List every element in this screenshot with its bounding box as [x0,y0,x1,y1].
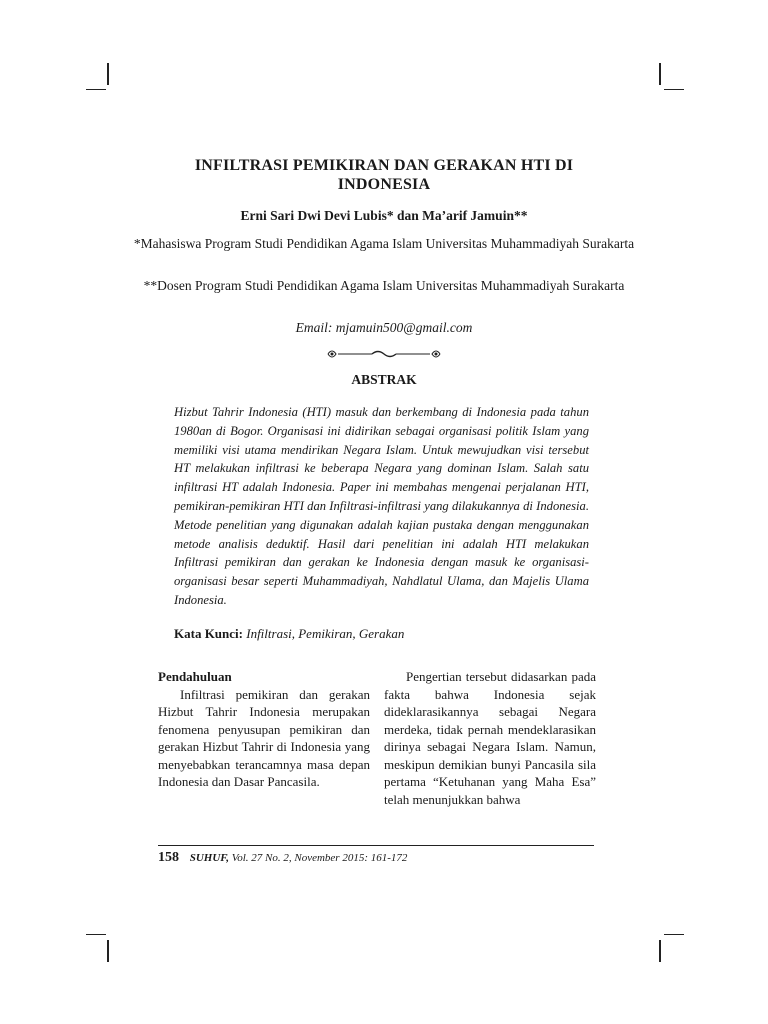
paper-authors: Erni Sari Dwi Devi Lubis* dan Ma’arif Jamuin** [240,208,528,223]
journal-citation: Vol. 27 No. 2, November 2015: 161-172 [231,852,408,864]
keywords-values: Infiltrasi, Pemikiran, Gerakan [246,626,405,641]
paragraph-right: Pengertian tersebut didasarkan pada fakta bahwa Indonesia sejak dideklarasikannya sebagai Negara merdeka, tidak pernah mendeklarasikan dirinya sebagai Negara Islam. Namun, meskipun demikian bunyi Pancasila sila pertama “Ketuhanan yang Maha Esa” telah menunjukkan bahwa [384,669,596,807]
crop-mark [659,63,661,85]
crop-mark [107,940,109,962]
paragraph-left: Infiltrasi pemikiran dan gerakan Hizbut Tahrir Indonesia merupakan fenomena penyusupan pemikiran dan gerakan Hizbut Tahrir di Indonesia yang menyebabkan terancamnya masa depan Indonesia dan Dasar Pancasila. [158,686,370,789]
page-number: 158 [158,850,179,865]
crop-mark [664,934,684,935]
section-heading: Pendahuluan [158,669,232,684]
crop-mark [107,63,109,85]
crop-mark [86,89,106,90]
abstract-heading: ABSTRAK [351,372,417,387]
crop-mark [86,934,106,935]
abstract-text: Hizbut Tahrir Indonesia (HTI) masuk dan berkembang di Indonesia pada tahun 1980an di Bogor. Organisasi ini didirikan sebagai organisasi politik Islam yang memiliki visi utama mendirikan Negara Islam. Untuk mewujudkan visi tersebut HT melakukan infiltrasi ke beberapa Negara yang dominan Islam. Salah satu infiltrasi HT adalah Indonesia. Paper ini membahas mengenai perjalanan HTI, pemikiran-pemikiran HTI dan Infiltrasi-infiltrasi yang dilakukannya di Indonesia. Metode penelitian yang digunakan adalah kajian pustaka dengan menggunakan metode analisis deduktif. Hasil dari penelitian ini adalah HTI melakukan Infiltrasi pemikiran dan gerakan ke Indonesia dengan masuk ke organisasi-organisasi besar seperti Muhammadiyah, Nahdlatul Ulama, dan Majelis Ulama Indonesia. [174,405,589,607]
footer-rule [158,845,594,846]
crop-mark [664,89,684,90]
body-column-left [158,668,370,791]
author-email: Email: mjamuin500@gmail.com [295,320,473,335]
affiliation-1: *Mahasiswa Program Studi Pendidikan Agama Islam Universitas Muhammadiyah Surakarta [133,236,635,251]
journal-name: SUHUF, [189,852,229,864]
crop-mark [659,940,661,962]
keywords-label: Kata Kunci: [174,626,243,641]
keywords-line [174,626,594,642]
affiliation-2: **Dosen Program Studi Pendidikan Agama Islam Universitas Muhammadiyah Surakarta [143,278,625,293]
body-column-right [384,668,596,808]
ornament-divider-icon [324,345,444,363]
page-footer [158,850,407,866]
paper-title: INFILTRASI PEMIKIRAN DAN GERAKAN HTI DI INDONESIA [194,157,574,193]
